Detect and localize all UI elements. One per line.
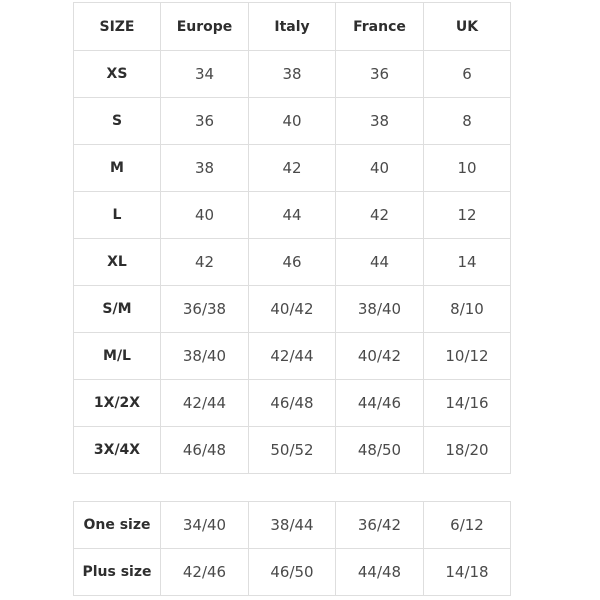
table-row [74,502,511,549]
uk-cell: 10 [424,145,511,192]
europe-cell: 46/48 [161,427,249,474]
europe-cell: 42 [161,239,249,286]
italy-cell: 42/44 [249,333,336,380]
italy-cell: 42 [249,145,336,192]
europe-cell: 34/40 [161,502,249,549]
table-row [74,333,511,380]
france-cell: 36 [336,51,424,98]
uk-cell: 18/20 [424,427,511,474]
size-label: XL [74,239,161,286]
size-conversion-table [73,2,511,474]
europe-cell: 38/40 [161,333,249,380]
size-label: M/L [74,333,161,380]
size-label: 3X/4X [74,427,161,474]
france-cell: 40 [336,145,424,192]
uk-cell: 8/10 [424,286,511,333]
uk-cell: 6/12 [424,502,511,549]
france-cell: 40/42 [336,333,424,380]
size-label: 1X/2X [74,380,161,427]
uk-cell: 14/16 [424,380,511,427]
uk-cell: 14 [424,239,511,286]
europe-cell: 42/46 [161,549,249,596]
italy-cell: 40 [249,98,336,145]
table-row [74,98,511,145]
italy-cell: 38 [249,51,336,98]
size-label: One size [74,502,161,549]
italy-cell: 46/50 [249,549,336,596]
uk-cell: 8 [424,98,511,145]
table-row [74,145,511,192]
special-size-table [73,501,511,596]
uk-cell: 10/12 [424,333,511,380]
france-cell: 44/48 [336,549,424,596]
uk-cell: 14/18 [424,549,511,596]
size-label: L [74,192,161,239]
france-cell: 42 [336,192,424,239]
europe-cell: 36/38 [161,286,249,333]
size-label: XS [74,51,161,98]
uk-cell: 12 [424,192,511,239]
size-label: S [74,98,161,145]
header-italy: Italy [249,3,336,51]
italy-cell: 50/52 [249,427,336,474]
table-row [74,51,511,98]
table-header-row [74,3,511,51]
france-cell: 36/42 [336,502,424,549]
size-label: S/M [74,286,161,333]
italy-cell: 46 [249,239,336,286]
italy-cell: 40/42 [249,286,336,333]
header-size: SIZE [74,3,161,51]
table-row [74,286,511,333]
france-cell: 38/40 [336,286,424,333]
europe-cell: 40 [161,192,249,239]
europe-cell: 36 [161,98,249,145]
france-cell: 44 [336,239,424,286]
table-row [74,192,511,239]
size-label: M [74,145,161,192]
header-europe: Europe [161,3,249,51]
france-cell: 48/50 [336,427,424,474]
table-row [74,380,511,427]
size-label: Plus size [74,549,161,596]
italy-cell: 44 [249,192,336,239]
europe-cell: 34 [161,51,249,98]
header-france: France [336,3,424,51]
italy-cell: 38/44 [249,502,336,549]
header-uk: UK [424,3,511,51]
europe-cell: 38 [161,145,249,192]
italy-cell: 46/48 [249,380,336,427]
table-row [74,427,511,474]
table-row [74,549,511,596]
europe-cell: 42/44 [161,380,249,427]
uk-cell: 6 [424,51,511,98]
table-row [74,239,511,286]
france-cell: 38 [336,98,424,145]
france-cell: 44/46 [336,380,424,427]
